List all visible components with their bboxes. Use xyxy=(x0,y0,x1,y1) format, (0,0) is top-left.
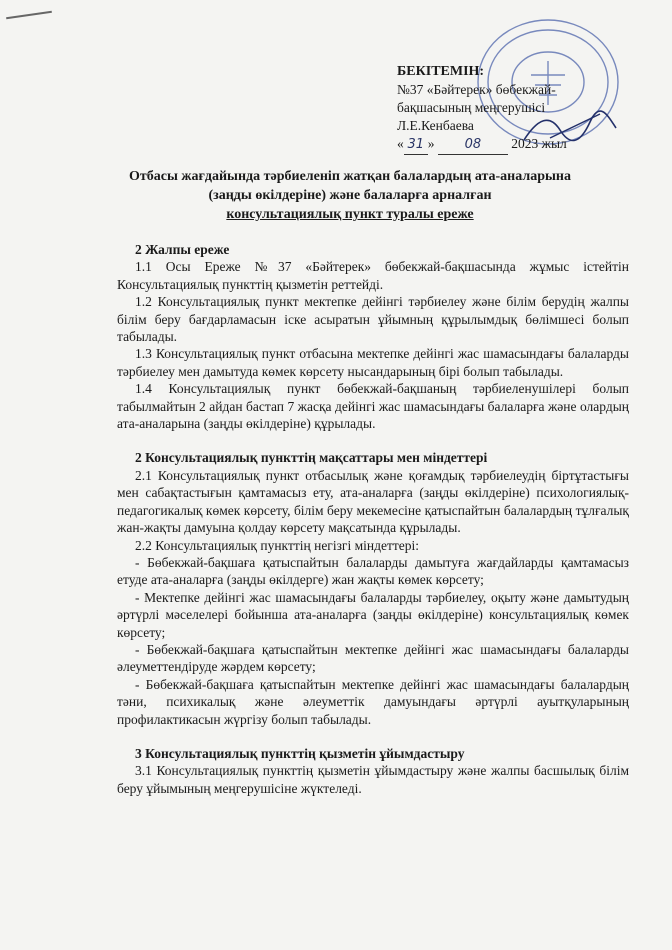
approval-head-name: Л.Е.Кенбаева xyxy=(397,118,474,133)
section-1-paragraph-1: 1.1 Осы Ереже №37 «Бәйтерек» бөбекжай-бақшасында жұмыс істейтін Консультациялық пункттің қызметін реттейді. xyxy=(117,259,629,292)
document-body xyxy=(117,241,629,797)
approval-date-month: 08 xyxy=(464,137,482,152)
approval-org-line2: бақшасының меңгерушісі xyxy=(397,100,546,115)
approval-date-day: 31 xyxy=(407,137,425,152)
approval-block xyxy=(397,63,637,155)
task-list-item: - Бөбекжай-бақшаға қатыспайтын мектепке дейінгі жас шамасындағы балалардың тәни, психикалық және әлеуметтік дамуындағы әртүрлі ауытқуларының профилактикасын жүргізу болып табылады. xyxy=(117,676,629,727)
section-2-paragraph-2: 2.2 Консультациялық пункттің негізгі міндеттері: xyxy=(135,537,420,553)
approval-date-year: 2023 жыл xyxy=(511,136,567,151)
title-line-2: (заңды өкілдеріне) және балаларға арналған xyxy=(208,188,492,203)
task-list-item: - Бөбекжай-бақшаға қатыспайтын мектепке дейінгі жас шамасындағы балаларды әлеуметтендіруде жәрдем көрсету; xyxy=(117,641,629,675)
section-1-paragraph-4: 1.4 Консультациялық пункт бөбекжай-бақшаның тәрбиеленушілері болып табылмайтын 2 айдан бастап 7 жасқа дейінгі жас шамасындағы балаларға және олардың ата-аналарына (заңды өкілдеріне) құрылады. xyxy=(117,381,629,432)
approval-heading: БЕКІТЕМІН: xyxy=(397,64,485,79)
title-line-3: консультациялық пункт туралы ереже xyxy=(226,207,474,222)
section-2-paragraph-1: 2.1 Консультациялық пункт отбасылық және қоғамдық тәрбиелеудің біртұтастығы мен сабақтастығын қамтамасыз ету, ата-аналарға (заңды өкілдеріне) психологиялық-педагогикалық көмек көрсету, білім беру мекемесіне қатыспайтын балалардың тұлғалық жан-жақты дамуына қолдау көрсету мақсатында құрылады. xyxy=(117,467,629,536)
section-1-heading: 2 Жалпы ереже xyxy=(135,242,230,257)
document-title xyxy=(60,167,640,224)
title-line-1: Отбасы жағдайында тәрбиеленіп жатқан балалардың ата-аналарына xyxy=(128,169,571,184)
task-list-item: - Мектепке дейінгі жас шамасындағы балаларды тәрбиелеу, оқыту және дамытудың әртүрлі мәселелері бойынша ата-аналарға (заңды өкілдеріне) консультациялық көмек көрсету; xyxy=(117,589,629,640)
section-1-paragraph-2: 1.2 Консультациялық пункт мектепке дейінгі тәрбиелеу және білім берудің жалпы білім беру бағдарламасын іске асыратын ұйымның құрылымдық бөлімшесі болып табылады. xyxy=(117,294,629,345)
section-2-heading: 2 Консультациялық пункттің мақсаттары мен міндеттері xyxy=(135,450,488,466)
corner-pen-mark xyxy=(6,11,52,19)
approval-date: « 31 » 08 2023 жыл xyxy=(397,135,637,155)
section-1-paragraph-3: 1.3 Консультациялық пункт отбасына мектепке дейінгі жас шамасындағы балаларды тәрбиелеу мен дамытуда көмек көрсету нысандарының бірі болып табылады. xyxy=(117,346,629,379)
section-3-heading: 3 Консультациялық пункттің қызметін ұйымдастыру xyxy=(135,745,465,761)
section-3-paragraph-1: 3.1 Консультациялық пункттің қызметін ұйымдастыру және жалпы басшылық білім беру ұйымының меңгерушісіне жүктеледі. xyxy=(117,763,629,796)
task-list-item: - Бөбекжай-бақшаға қатыспайтын балаларды дамытуға жағдайларды қамтамасыз етуде ата-аналарға (заңды өкілдерге) жан жақты көмек көрсету; xyxy=(117,554,629,588)
approval-org-line1: №37 «Бәйтерек» бөбекжай- xyxy=(397,82,556,97)
